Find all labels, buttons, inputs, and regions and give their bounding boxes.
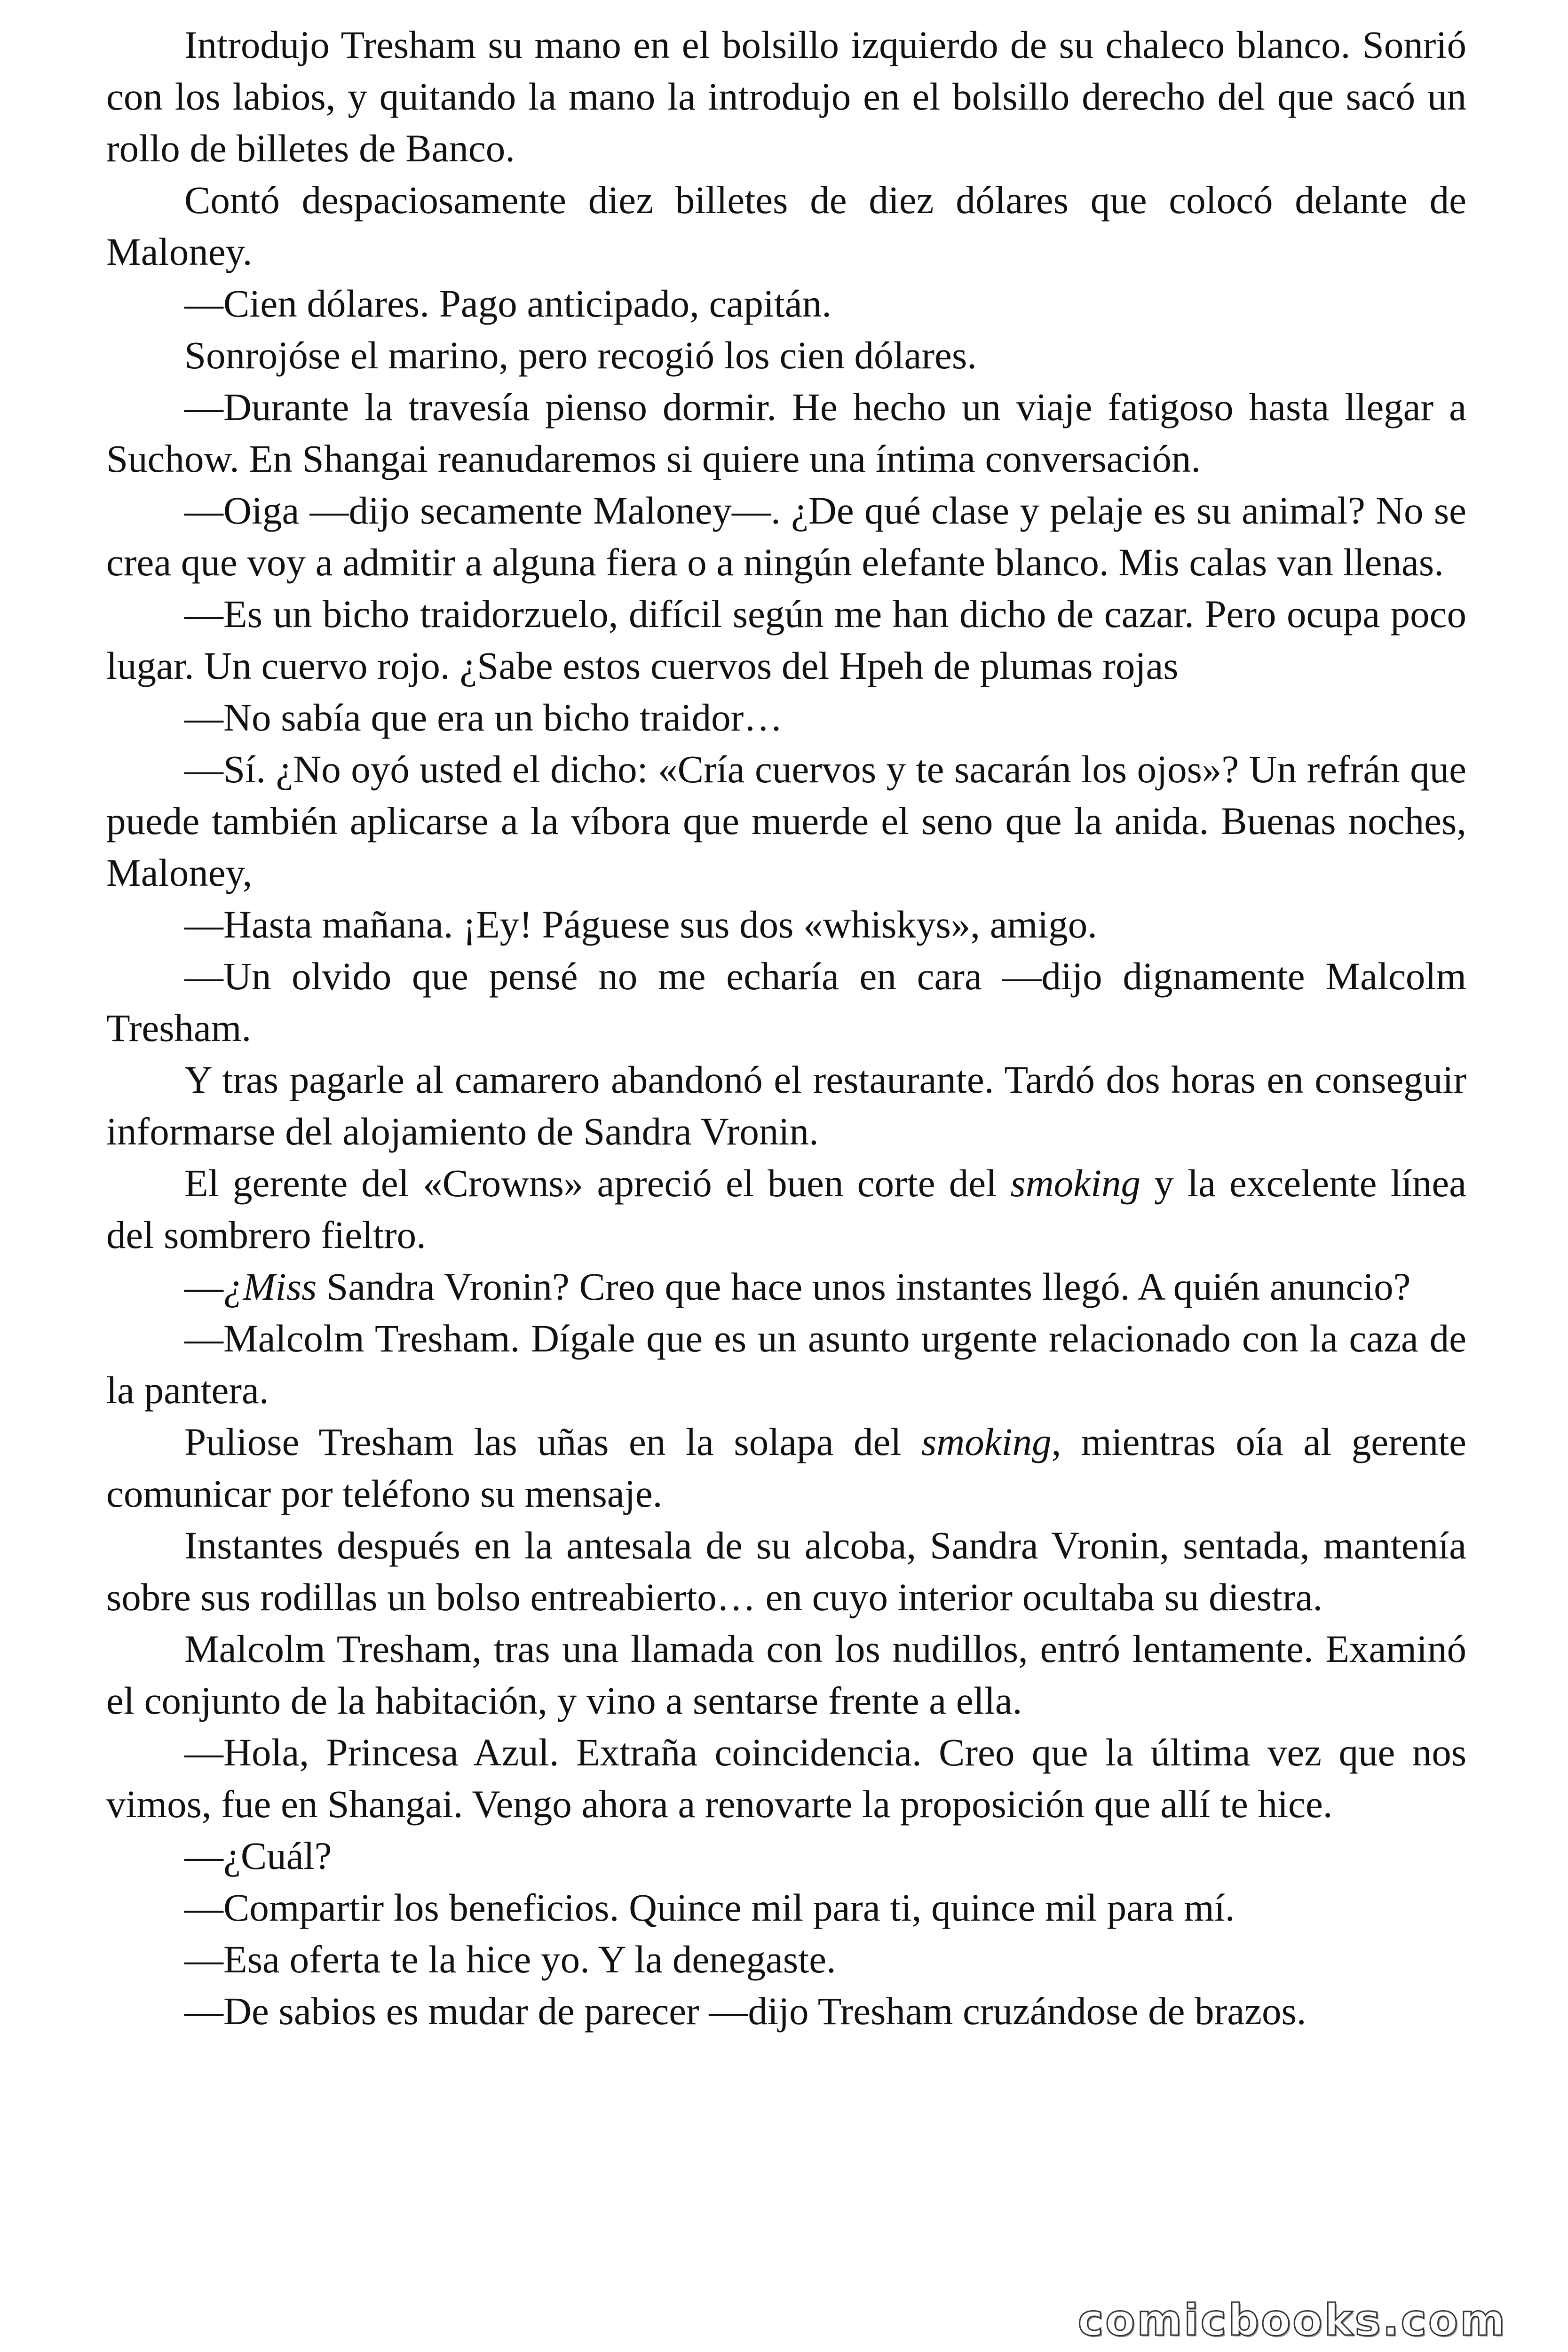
paragraph (106, 485, 1466, 588)
paragraph (106, 1830, 1466, 1882)
paragraph (106, 691, 1466, 743)
paragraph (106, 19, 1466, 174)
text-run: Malcolm Tresham, tras una llamada con los nudillos, entró lentamente. Examinó el conjunto de la habitación, y vino a sentarse frente a ella. (106, 1627, 1466, 1722)
paragraph (106, 278, 1466, 329)
text-run: —Cien dólares. Pago anticipado, capitán. (184, 282, 832, 325)
text-run: —Sí. ¿No oyó usted el dicho: «Cría cuervos y te sacarán los ojos»? Un refrán que puede también aplicarse a la víbora que muerde el seno que la anida. Buenas noches, Maloney, (106, 747, 1466, 894)
text-run: Y tras pagarle al camarero abandonó el restaurante. Tardó dos horas en conseguir informarse del alojamiento de Sandra Vronin. (106, 1058, 1466, 1153)
paragraph (106, 1933, 1466, 1985)
paragraph (106, 743, 1466, 898)
watermark-logo: comicbooks.com (1077, 2295, 1507, 2345)
text-run: Contó despaciosamente diez billetes de diez dólares que colocó delante de Maloney. (106, 178, 1466, 273)
text-run: — (184, 1265, 223, 1308)
paragraph (106, 1726, 1466, 1830)
text-run: —Un olvido que pensé no me echaría en cara —dijo dignamente Malcolm Tresham. (106, 954, 1466, 1049)
paragraph (106, 950, 1466, 1054)
paragraph (106, 588, 1466, 691)
text-run: —Hasta mañana. ¡Ey! Páguese sus dos «whiskys», amigo. (184, 903, 1097, 946)
page-body (106, 19, 1466, 2037)
text-run: —De sabios es mudar de parecer —dijo Tresham cruzándose de brazos. (184, 1989, 1307, 2033)
italic-text: smoking (921, 1420, 1052, 1463)
italic-text: smoking (1010, 1161, 1141, 1205)
paragraph (106, 1519, 1466, 1623)
text-run: Sandra Vronin? Creo que hace unos instantes llegó. A quién anuncio? (317, 1265, 1411, 1308)
text-run: El gerente del «Crowns» apreció el buen corte del (184, 1161, 1011, 1205)
paragraph (106, 1261, 1466, 1312)
text-run: , mientras oía al gerente comunicar por teléfono su mensaje. (106, 1420, 1466, 1515)
paragraph (106, 898, 1466, 950)
paragraph (106, 1054, 1466, 1157)
italic-text: ¿Miss (223, 1265, 317, 1308)
text-run: Sonrojóse el marino, pero recogió los cien dólares. (184, 334, 977, 377)
text-run: —Compartir los beneficios. Quince mil para ti, quince mil para mí. (184, 1886, 1235, 1929)
paragraph (106, 1157, 1466, 1261)
text-run: —Durante la travesía pienso dormir. He hecho un viaje fatigoso hasta llegar a Suchow. En Shangai reanudaremos si quiere una íntima conversación. (106, 385, 1466, 480)
paragraph (106, 329, 1466, 381)
text-run: Puliose Tresham las uñas en la solapa del (184, 1420, 921, 1463)
paragraph (106, 1416, 1466, 1519)
text-run: —No sabía que era un bicho traidor… (184, 696, 783, 739)
text-run: Introdujo Tresham su mano en el bolsillo izquierdo de su chaleco blanco. Sonrió con los labios, y quitando la mano la introdujo en el bolsillo derecho del que sacó un rollo de billetes de Banco. (106, 23, 1466, 170)
paragraph (106, 1985, 1466, 2037)
text-run: —Malcolm Tresham. Dígale que es un asunto urgente relacionado con la caza de la pantera. (106, 1317, 1466, 1412)
text-run: —Hola, Princesa Azul. Extraña coincidencia. Creo que la última vez que nos vimos, fue en Shangai. Vengo ahora a renovarte la proposición que allí te hice. (106, 1731, 1466, 1826)
text-run: —Oiga —dijo secamente Maloney—. ¿De qué clase y pelaje es su animal? No se crea que voy a admitir a alguna fiera o a ningún elefante blanco. Mis calas van llenas. (106, 489, 1466, 584)
text-run: —Es un bicho traidorzuelo, difícil según me han dicho de cazar. Pero ocupa poco lugar. Un cuervo rojo. ¿Sabe estos cuervos del Hpeh de plumas rojas (106, 592, 1466, 687)
paragraph (106, 1312, 1466, 1416)
text-run: y la excelente línea del sombrero fieltro. (106, 1161, 1466, 1256)
paragraph (106, 174, 1466, 278)
text-run: Instantes después en la antesala de su alcoba, Sandra Vronin, sentada, mantenía sobre sus rodillas un bolso entreabierto… en cuyo interior ocultaba su diestra. (106, 1524, 1466, 1619)
paragraph (106, 381, 1466, 485)
text-run: —¿Cuál? (184, 1834, 332, 1877)
text-run: —Esa oferta te la hice yo. Y la denegaste. (184, 1938, 836, 1981)
paragraph (106, 1882, 1466, 1933)
paragraph (106, 1623, 1466, 1726)
